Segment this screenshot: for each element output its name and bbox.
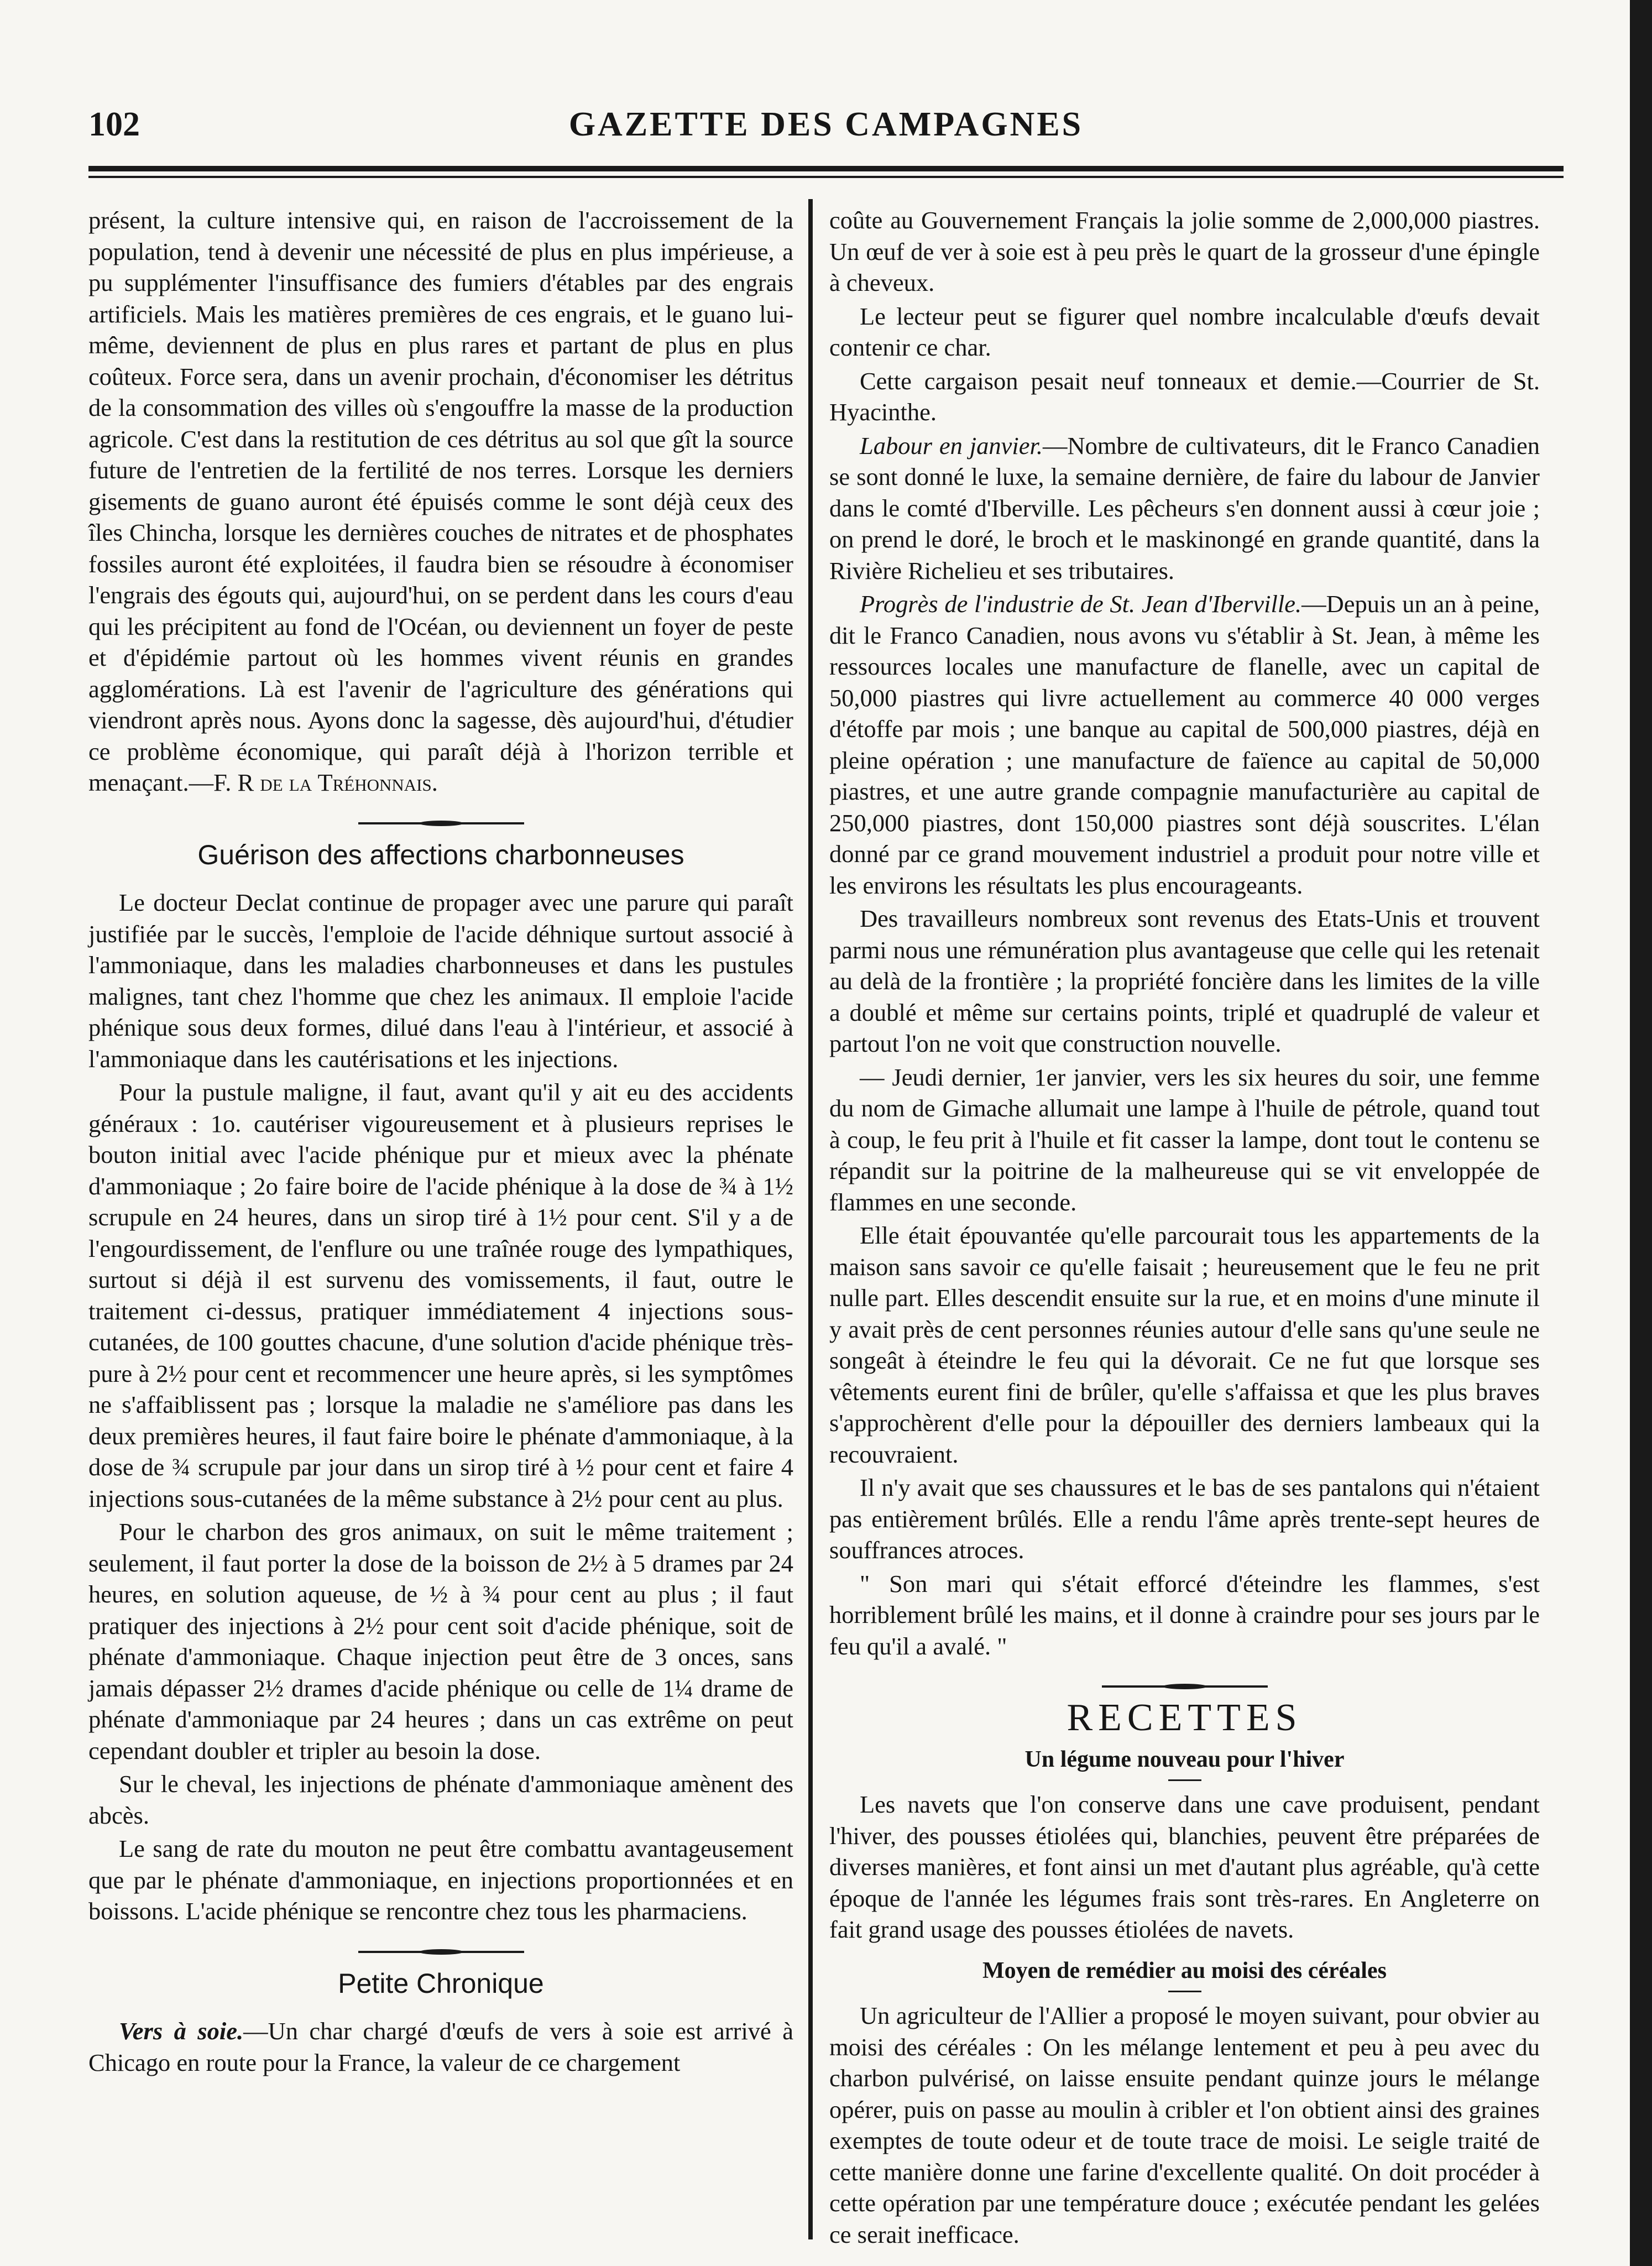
section-separator bbox=[358, 1949, 524, 1955]
section-title: Petite Chronique bbox=[338, 1967, 544, 1999]
recipe-text: Un agriculteur de l'Allier a proposé le moyen suivant, pour obvier au moisi des céréales : On les mélange lentement et peu à peu avec du charbon pulvérisé, on laisse ensuite pendant quinze jours le mélange opérer, puis on passe au moulin à cribler et l'on obtient ainsi des graines exemptes de toute odeur et de toute trace de moisi. Le seigle traité de cette manière donne une farine d'excellente qualité. On doit procéder à cette opération par une température douce ; exécutée pendant les gelées ce serait inefficace. bbox=[829, 2002, 1540, 2248]
article-paragraph: coûte au Gouvernement Français la jolie somme de 2,000,000 piastres. Un œuf de ver à soie est à peu près le quart de la grosseur d'une épingle à cheveux. bbox=[829, 206, 1540, 296]
column-divider bbox=[808, 199, 813, 2239]
article-paragraph: Des travailleurs nombreux sont revenus des Etats-Unis et trouvent parmi nous une rémunération plus avantageuse que celle qui les retenait au delà de la frontière ; la propriété foncière dans les limites de la ville a doublé et même sur certains points, triplé et quadruplé de valeur et partout l'on ne voit que construction nouvelle. bbox=[829, 905, 1540, 1057]
article-text: —Nombre de cultivateurs, dit le Franco Canadien se sont donné le luxe, la semaine dernière, de faire du labour de Janvier dans le comté d'Iberville. Les pêcheurs s'en donnent aussi à cœur joie ; on prend le doré, le broch et le maskinongé en grande quantité, dans la Rivière Richelieu et ses tributaires. bbox=[829, 431, 1540, 584]
article-lead: Vers à soie. bbox=[119, 2017, 244, 2045]
binding-edge bbox=[1630, 0, 1652, 2266]
section-separator bbox=[358, 821, 524, 826]
article-paragraph: Le sang de rate du mouton ne peut être combattu avantageusement que par le phénate d'ammoniaque, en injections proportionnées et en boissons. L'acide phénique se rencontre chez tous les pharmaciens. bbox=[88, 1835, 793, 1925]
article-paragraph bbox=[829, 588, 1540, 901]
recipe-title: Moyen de remédier au moisi des céréales bbox=[982, 1957, 1387, 1983]
article-text: —Un char chargé d'œufs de vers à soie est arrivé à Chicago en route pour la France, la valeur de ce chargement bbox=[88, 2017, 793, 2076]
article-paragraph: Pour la pustule maligne, il faut, avant qu'il y ait eu des accidents généraux : 1o. cautériser vigoureusement et à plusieurs reprises le bouton initial avec l'acide phénique pur et mieux avec la phénate d'ammoniaque ; 2o faire boire de l'acide phénique à la dose de ¾ à 1½ scrupule en 24 heures, dans un sirop tiré à 1½ pour cent. S'il y a de l'engourdissement, de l'enflure ou une traînée rouge des lympathiques, surtout si déjà il est survenu des vomissements, il faut, outre le traitement ci-dessus, pratiquer immédiatement 4 injections sous-cutanées, de 100 gouttes chacune, d'une solution d'acide phénique très-pure à 2½ pour cent et recommencer une heure après, si les symptômes ne s'affaiblissent pas ; lorsque la maladie ne s'améliore pas dans les deux premières heures, il faut faire boire le phénate d'ammoniaque, à la dose de ¾ scrupule par jour dans un sirop tiré à ½ pour cent et faire 4 injections sous-cutanées de la même substance à 2½ pour cent au plus. bbox=[88, 1078, 793, 1512]
article-paragraph: Sur le cheval, les injections de phénate d'ammoniaque amènent des abcès. bbox=[88, 1770, 793, 1829]
article-paragraph: — Jeudi dernier, 1er janvier, vers les six heures du soir, une femme du nom de Gimache allumait une lampe à l'huile de pétrole, quand tout à coup, le feu prit à l'huile et fit casser la lampe, dont tout le contenu se répandit sur la poitrine de la malheureuse qui se vit enveloppée de flammes en une seconde. bbox=[829, 1063, 1540, 1216]
article-lead: Progrès de l'industrie de St. Jean d'Iberville. bbox=[860, 590, 1302, 618]
article-paragraph: Le lecteur peut se figurer quel nombre incalculable d'œufs devait contenir ce char. bbox=[829, 302, 1540, 361]
article-paragraph: " Son mari qui s'était efforcé d'éteindre les flammes, s'est horriblement brûlé les mains, et il donne à craindre pour ses jours par le feu qu'il a avalé. " bbox=[829, 1569, 1540, 1660]
article-text: présent, la culture intensive qui, en raison de l'accroissement de la population, tend à devenir une nécessité de plus en plus impérieuse, a pu supplémenter l'insuffisance des fumiers d'étables par des engrais artificiels. Mais les matières premières de ces engrais, et le guano lui-même, deviennent de plus en plus rares et partant de plus en plus coûteux. Force sera, dans un avenir prochain, d'économiser les détritus de la consommation des villes où s'engouffre la masse de la production agricole. C'est dans la restitution de ces détritus au sol que gît la source future de l'entretien de la fertilité de nos terres. Lorsque les derniers gisements de guano auront été épuisés comme le sont déjà ceux des îles Chincha, lorsque les dernières couches de nitrates et de phosphates fossiles auront été exploitées, il faudra bien se résoudre à économiser l'engrais des égouts qui, aujourd'hui, on se perdent dans les cours d'eau qui les précipitent au fond de l'Océan, ou deviennent un foyer de peste et d'épidémie partout où les hommes vivent réunis en grandes agglomérations. Là est l'avenir de l'agriculture des générations qui viendront après nous. Ayons donc la sagesse, dès aujourd'hui, d'étudier ce problème économique, qui paraît déjà à l'horizon terrible et menaçant.—F. R bbox=[88, 206, 793, 796]
article-paragraph: Pour le charbon des gros animaux, on suit le même traitement ; seulement, il faut porter la dose de la boisson de 2½ à 5 drames par 24 heures, en solution aqueuse, de ½ à ¾ pour cent au plus ; il faut pratiquer des injections à 2½ pour cent soit d'acide phénique, soit de phénate d'ammoniaque. Chaque injection peut être de 3 onces, sans jamais dépasser 2½ drames d'acide phénique ou celle de 1¼ drame de phénate d'ammoniaque par 24 heures ; dans un cas extrême on peut cependant doubler et tripler au besoin la dose. bbox=[88, 1518, 793, 1764]
section-title: Guérison des affections charbonneuses bbox=[197, 839, 684, 870]
recipe-rule bbox=[1168, 1991, 1201, 1992]
article-paragraph: Cette cargaison pesait neuf tonneaux et demie.—Courrier de St. Hyacinthe. bbox=[829, 367, 1540, 426]
article-lead: Labour en janvier. bbox=[860, 431, 1043, 460]
recipe-rule bbox=[1168, 1779, 1201, 1781]
article-paragraph bbox=[88, 2016, 793, 2078]
right-column bbox=[829, 205, 1540, 2252]
article-signature: de la Tréhonnais. bbox=[260, 769, 438, 796]
article-paragraph: Elle était épouvantée qu'elle parcourait tous les appartements de la maison sans savoir ce qu'elle faisait ; heureusement que le feu ne prit nulle part. Elles descendit ensuite sur la rue, et en moins d'une minute il y avait près de cent personnes réunies autour d'elle sans qu'une seule ne songeât à éteindre le feu qui la dévorait. Ce ne fut que lorsque ses vêtements eurent fini de brûler, qu'elle s'affaissa et que les plus braves s'approchèrent d'elle pour la dépouiller des derniers lambeaux qui la recouvraient. bbox=[829, 1221, 1540, 1468]
recipe-text: Les navets que l'on conserve dans une cave produisent, pendant l'hiver, des pousses étiolées qui, blanchies, peuvent être préparées de diverses manières, et font ainsi un met d'autant plus agréable, qu'à cette époque de l'année les légumes frais sont très-rares. En Angleterre on fait grand usage des pousses étiolées de navets. bbox=[829, 1790, 1540, 1943]
left-column bbox=[88, 205, 793, 2080]
page-title: GAZETTE DES CAMPAGNES bbox=[568, 106, 1084, 143]
recipe-title: Un légume nouveau pour l'hiver bbox=[1024, 1746, 1345, 1772]
section-separator bbox=[1102, 1684, 1268, 1689]
article-paragraph bbox=[829, 430, 1540, 587]
header-rule-thick bbox=[88, 166, 1564, 171]
article-paragraph bbox=[88, 205, 793, 798]
article-paragraph: Il n'y avait que ses chaussures et le bas de ses pantalons qui n'étaient pas entièrement brûlés. Elle a rendu l'âme après trente-sept heures de souffrances atroces. bbox=[829, 1474, 1540, 1564]
header-rule-thin bbox=[88, 176, 1564, 178]
article-text: —Depuis un an à peine, dit le Franco Canadien, nous avons vu s'établir à St. Jean, à même les ressources locales une manufacture de flanelle, avec un capital de 50,000 piastres qui livre actuellement au commerce 40 000 verges d'étoffe par mois ; une banque au capital de 500,000 piastres, déjà en pleine opération ; une manufacture de faïence au capital de 50,000 piastres, et une autre grande compagnie manufacturière au capital de 250,000 piastres, dont 150,000 piastres sont déjà souscrites. L'élan donné par ce grand mouvement industriel a produit pour notre ville et les environs les résultats les plus encourageants. bbox=[829, 590, 1540, 899]
page-number: 102 bbox=[88, 106, 140, 143]
recettes-heading: RECETTES bbox=[1067, 1696, 1303, 1739]
article-paragraph: Le docteur Declat continue de propager avec une parure qui paraît justifiée par le succès, l'emploie de l'acide déhnique surtout associé à l'ammoniaque, dans les maladies charbonneuses et dans les pustules malignes, tant chez l'homme que chez les animaux. Il emploie l'acide phénique sous deux formes, dilué dans l'eau à l'intérieur, et associé à l'ammoniaque dans les cautérisations et les injections. bbox=[88, 889, 793, 1073]
